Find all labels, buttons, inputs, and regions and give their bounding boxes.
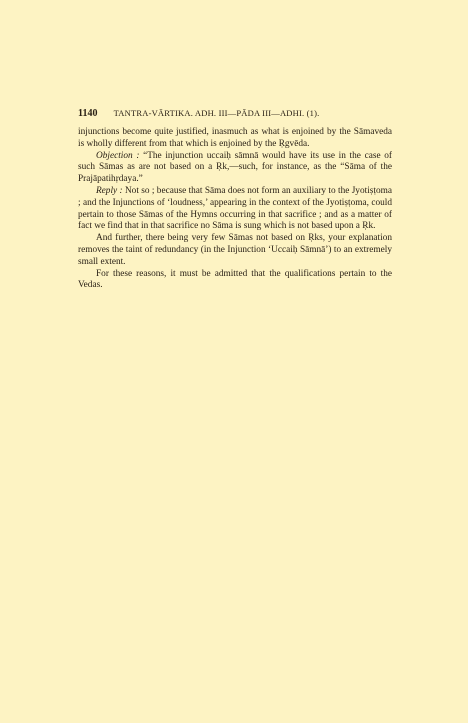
body-text: [78, 127, 392, 292]
running-head: TANTRA-VĀRTIKA. ADH. III—PĀDA III—ADHI. (1).: [113, 108, 320, 118]
paragraph-further: [78, 233, 392, 268]
paragraph-reply: [78, 186, 392, 233]
paragraph-objection: [78, 151, 392, 186]
page-header: [78, 108, 388, 119]
paragraph-lead: Reply :: [96, 185, 123, 196]
paragraph-conclusion: [78, 269, 392, 293]
paragraph-text: Not so ; because that Sāma does not form an auxiliary to the Jyotiṣṭoma ; and the Injunctions of ‘loudness,’ appearing in the context of the Jyotiṣṭoma, could pertain to those Sāmas of the Hymns occurring in that sacrifice ; and as a matter of fact we find that in that sacrifice no Sāma is sung which is not based upon a Ṛk.: [78, 185, 392, 232]
paragraph-text: For these reasons, it must be admitted that the qualifications pertain to the Vedas.: [78, 268, 392, 291]
paragraph-text: And further, there being very few Sāmas not based on Ṛks, your explanation removes the taint of redundancy (in the Injunction ‘Uccaiḥ Sāmnā’) to an extremely small extent.: [78, 233, 392, 267]
paragraph-text: “The injunction uccaiḥ sāmnā would have its use in the case of such Sāmas as are not based on a Ṛk,—such, for instance, as the “Sāma of the Prajāpatihṛdaya.”: [78, 150, 392, 185]
paragraph-continuation: [78, 127, 392, 151]
paragraph-lead: Objection :: [96, 150, 140, 161]
paragraph-text: injunctions become quite justified, inasmuch as what is enjoined by the Sāmaveda is wholly different from that which is enjoined by the Ṛgvēda.: [78, 127, 392, 149]
page-number: 1140: [78, 108, 98, 119]
